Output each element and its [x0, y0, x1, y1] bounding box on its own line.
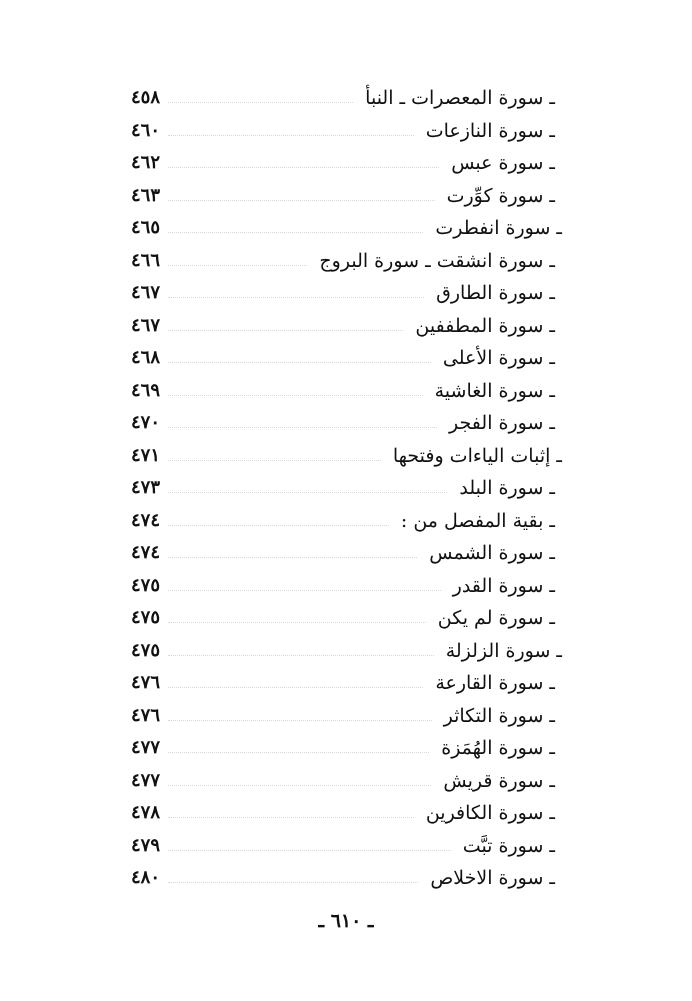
toc-entry	[0, 408, 692, 441]
dot-leader	[168, 590, 441, 591]
toc-entry	[0, 668, 692, 701]
toc-entry-page-number: ٤٧٨	[130, 802, 160, 823]
toc-entry-page-number: ٤٧٤	[130, 509, 160, 531]
dot-leader	[168, 655, 434, 656]
toc-entry-page-number: ٤٧٦	[130, 672, 160, 693]
toc-entry-page-number: ٤٧٤	[130, 542, 160, 563]
toc-entry	[0, 83, 692, 116]
toc-entry	[0, 571, 692, 604]
toc-entry	[0, 148, 692, 181]
dot-leader	[168, 557, 417, 558]
dot-leader	[168, 785, 431, 786]
toc-entry-title: ـ سورة القارعة	[435, 672, 555, 694]
toc-entry	[0, 376, 692, 409]
toc-entry-title: ـ سورة الاخلاص	[430, 867, 555, 889]
toc-entry-page-number: ٤٦٠	[130, 119, 160, 141]
toc-entry-title: ـ سورة انفطرت	[435, 217, 562, 239]
toc-entry-title: ـ بقية المفصل من :	[400, 509, 555, 532]
dot-leader	[168, 460, 381, 461]
dot-leader	[168, 622, 426, 623]
toc-entry	[0, 343, 692, 376]
toc-entry-page-number: ٤٧٩	[130, 834, 160, 856]
toc-entry	[0, 863, 692, 896]
toc-entry-title: ـ سورة انشقت ـ سورة البروج	[319, 249, 555, 272]
toc-entry-page-number: ٤٦٨	[130, 347, 160, 368]
toc-entry	[0, 506, 692, 539]
toc-entry-title: ـ سورة المطففين	[415, 314, 555, 337]
toc-entry	[0, 766, 692, 799]
toc-entry-page-number: ٤٧٥	[130, 607, 160, 628]
toc-entry	[0, 831, 692, 864]
dot-leader	[168, 265, 307, 266]
toc-entry-title: ـ سورة الشمس	[429, 542, 555, 564]
toc-entry-page-number: ٤٧١	[130, 444, 160, 466]
toc-entry-page-number: ٤٧٣	[130, 477, 160, 498]
toc-entry	[0, 246, 692, 279]
dot-leader	[168, 427, 437, 428]
toc-entry-title: ـ سورة النازعات	[425, 119, 555, 142]
dot-leader	[168, 720, 432, 721]
toc-entry	[0, 733, 692, 766]
toc-entry-page-number: ٤٦٦	[130, 249, 160, 271]
dot-leader	[168, 232, 423, 233]
toc-entry-page-number: ٤٦٣	[130, 184, 160, 206]
dot-leader	[168, 297, 424, 298]
toc-entry-title: ـ سورة البلد	[459, 477, 555, 499]
dot-leader	[168, 687, 423, 688]
toc-entry-page-number: ٤٧٧	[130, 737, 160, 758]
toc-entry-title: ـ سورة القدر	[452, 574, 555, 597]
toc-entry-title: ـ سورة الأعلى	[442, 347, 555, 369]
toc-entry-title: ـ سورة الهُمَزة	[441, 737, 555, 759]
dot-leader	[168, 752, 429, 753]
toc-entry-title: ـ سورة الغاشية	[434, 379, 555, 402]
toc-entry	[0, 701, 692, 734]
toc-entry-page-number: ٤٦٥	[130, 217, 160, 238]
toc-entry-page-number: ٤٦٩	[130, 379, 160, 401]
toc-entry-page-number: ٤٧٠	[130, 412, 160, 433]
toc-entry-page-number: ٤٥٨	[130, 87, 160, 108]
dot-leader	[168, 102, 353, 103]
toc-entry	[0, 116, 692, 149]
toc-entry	[0, 441, 692, 474]
toc-entry-title: ـ سورة التكاثر	[443, 704, 555, 727]
toc-entry-title: ـ سورة لم يكن	[437, 607, 555, 629]
dot-leader	[168, 135, 414, 136]
toc-entry	[0, 798, 692, 831]
toc-entry	[0, 603, 692, 636]
dot-leader	[168, 525, 389, 526]
dot-leader	[168, 200, 435, 201]
dot-leader	[168, 330, 403, 331]
dot-leader	[168, 395, 423, 396]
toc-entry-page-number: ٤٧٦	[130, 704, 160, 726]
toc-entry-title: ـ سورة كوِّرت	[446, 184, 555, 207]
toc-entry-title: ـ إثبات الياءات وفتحها	[392, 444, 562, 467]
toc-entry-page-number: ٤٧٥	[130, 639, 160, 661]
dot-leader	[168, 817, 414, 818]
toc-entry	[0, 213, 692, 246]
toc-entry-page-number: ٤٨٠	[130, 867, 160, 888]
toc-entry-page-number: ٤٦٧	[130, 282, 160, 303]
dot-leader	[168, 362, 431, 363]
toc-entry-title: ـ سورة عبس	[451, 152, 555, 174]
toc-entry	[0, 636, 692, 669]
toc-entry-title: ـ سورة الطارق	[436, 282, 555, 304]
toc-entry-title: ـ سورة تبَّت	[462, 834, 555, 857]
dot-leader	[168, 167, 439, 168]
dot-leader	[168, 850, 451, 851]
toc-entry-page-number: ٤٦٢	[130, 152, 160, 173]
dot-leader	[168, 492, 447, 493]
table-of-contents	[0, 83, 692, 896]
toc-entry	[0, 538, 692, 571]
toc-entry-title: ـ سورة قريش	[443, 769, 555, 792]
toc-entry	[0, 473, 692, 506]
toc-entry-title: ـ سورة الكافرين	[425, 802, 555, 824]
page-number: ـ ٦١٠ ـ	[318, 910, 374, 932]
toc-entry-page-number: ٤٦٧	[130, 314, 160, 336]
toc-entry	[0, 278, 692, 311]
dot-leader	[168, 882, 418, 883]
toc-entry	[0, 181, 692, 214]
toc-entry-title: ـ سورة الزلزلة	[445, 639, 562, 662]
toc-entry-page-number: ٤٧٧	[130, 769, 160, 791]
toc-entry-title: ـ سورة المعصرات ـ النبأ	[365, 87, 555, 109]
toc-entry-title: ـ سورة الفجر	[449, 412, 555, 434]
toc-entry-page-number: ٤٧٥	[130, 574, 160, 596]
toc-entry	[0, 311, 692, 344]
